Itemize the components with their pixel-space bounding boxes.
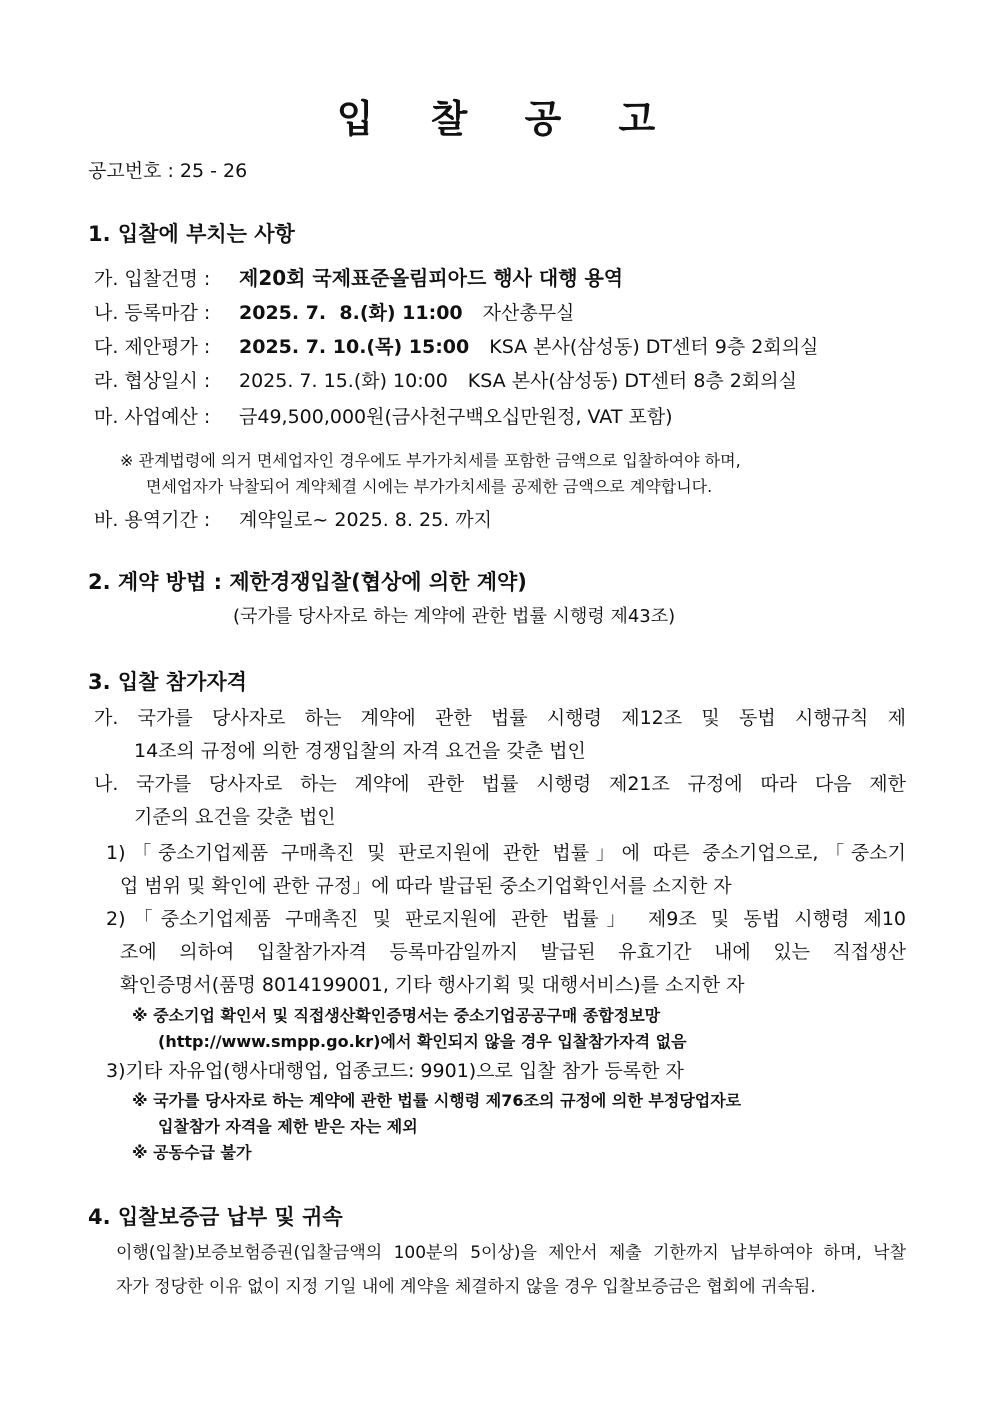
- notice-number: 공고번호 : 25 - 26: [88, 160, 248, 182]
- qual-na-line2: 기준의 요건을 갖춘 법인: [134, 806, 336, 828]
- item-extra: KSA 본사(삼성동) DT센터 8층 2회의실: [467, 370, 797, 392]
- item-negotiation-date: [94, 366, 797, 393]
- tax-note-line2: 면세업자가 낙찰되어 계약체결 시에는 부가가치세를 공제한 금액으로 계약합니다.: [146, 477, 713, 496]
- section2-subtext: (국가를 당사자로 하는 계약에 관한 법률 시행령 제43조): [233, 606, 676, 627]
- deposit-line2: 자가 정당한 이유 없이 지정 기일 내에 계약을 체결하지 않을 경우 입찰보증금은 협회에 귀속됨.: [116, 1277, 816, 1297]
- item-label: 나. 등록마감 :: [94, 302, 211, 324]
- item-label: 마. 사업예산 :: [94, 406, 211, 428]
- section4-heading: 4. 입찰보증금 납부 및 귀속: [88, 1205, 343, 1229]
- smpp-note-line2: (http://www.smpp.go.kr)에서 확인되지 않을 경우 입찰참가자격 없음: [158, 1032, 687, 1051]
- item-value: 2025. 7. 10.(목) 15:00: [239, 336, 470, 358]
- item-label: 바. 용역기간 :: [94, 509, 211, 531]
- page-title: 입 찰 공 고: [336, 97, 678, 141]
- item-value: 금49,500,000원(금사천구백오십만원정, VAT 포함): [239, 406, 673, 428]
- qual-sub2-line1: 2)「중소기업제품 구매촉진 및 판로지원에 관한 법률」 제9조 및 동법 시행령 제10: [106, 908, 906, 930]
- item-registration-deadline: [94, 298, 574, 325]
- item-bid-name: [94, 262, 623, 291]
- item-proposal-evaluation: [94, 332, 818, 359]
- qual-na-line1: 나. 국가를 당사자로 하는 계약에 관한 법률 시행령 제21조 규정에 따라 다음 제한: [94, 773, 906, 795]
- exclusion-note-line2: 입찰참가 자격을 제한 받은 자는 제외: [158, 1117, 418, 1136]
- item-value: 계약일로~ 2025. 8. 25. 까지: [239, 509, 492, 531]
- qual-ga-line2: 14조의 규정에 의한 경쟁입찰의 자격 요건을 갖춘 법인: [134, 740, 586, 762]
- section3-heading: 3. 입찰 참가자격: [88, 670, 247, 694]
- item-value: 2025. 7. 8.(화) 11:00: [239, 302, 463, 324]
- section2-heading: 2. 계약 방법 : 제한경쟁입찰(협상에 의한 계약): [88, 570, 527, 594]
- qual-ga-line1: 가. 국가를 당사자로 하는 계약에 관한 법률 시행령 제12조 및 동법 시행규칙 제: [94, 707, 906, 729]
- qual-sub1-line1: 1)「중소기업제품 구매촉진 및 판로지원에 관한 법률」에 따른 중소기업으로,「중소기: [106, 842, 906, 864]
- section1-heading: 1. 입찰에 부치는 사항: [88, 222, 295, 246]
- item-budget: [94, 402, 673, 429]
- item-label: 다. 제안평가 :: [94, 336, 211, 358]
- qual-sub2-line3: 확인증명서(품명 8014199001, 기타 행사기획 및 대행서비스)를 소지한 자: [120, 974, 745, 996]
- smpp-note-line1: ※ 중소기업 확인서 및 직접생산확인증명서는 중소기업공공구매 종합정보망: [132, 1006, 661, 1025]
- item-extra: 자산총무실: [482, 302, 575, 324]
- item-value: 제20회 국제표준올림피아드 행사 대행 용역: [239, 266, 624, 290]
- item-label: 라. 협상일시 :: [94, 370, 211, 392]
- qual-sub3: 3)기타 자유업(행사대행업, 업종코드: 9901)으로 입찰 참가 등록한 자: [106, 1060, 684, 1082]
- qual-sub2-line2: 조에 의하여 입찰참가자격 등록마감일까지 발급된 유효기간 내에 있는 직접생산: [120, 941, 906, 963]
- item-service-period: [94, 505, 492, 532]
- item-label: 가. 입찰건명 :: [94, 268, 211, 290]
- qual-sub1-line2: 업 범위 및 확인에 관한 규정」에 따라 발급된 중소기업확인서를 소지한 자: [120, 875, 732, 897]
- item-value: 2025. 7. 15.(화) 10:00: [239, 370, 448, 392]
- deposit-line1: 이행(입찰)보증보험증권(입찰금액의 100분의 5이상)을 제안서 제출 기한까지 납부하여야 하며, 낙찰: [116, 1243, 906, 1263]
- tax-note-line1: ※ 관계법령에 의거 면세업자인 경우에도 부가가치세를 포함한 금액으로 입찰하여야 하며,: [120, 451, 741, 470]
- exclusion-note-line1: ※ 국가를 당사자로 하는 계약에 관한 법률 시행령 제76조의 규정에 의한 부정당업자로: [132, 1091, 742, 1110]
- joint-supply-note: ※ 공동수급 불가: [132, 1143, 252, 1162]
- item-extra: KSA 본사(삼성동) DT센터 9층 2회의실: [489, 336, 819, 358]
